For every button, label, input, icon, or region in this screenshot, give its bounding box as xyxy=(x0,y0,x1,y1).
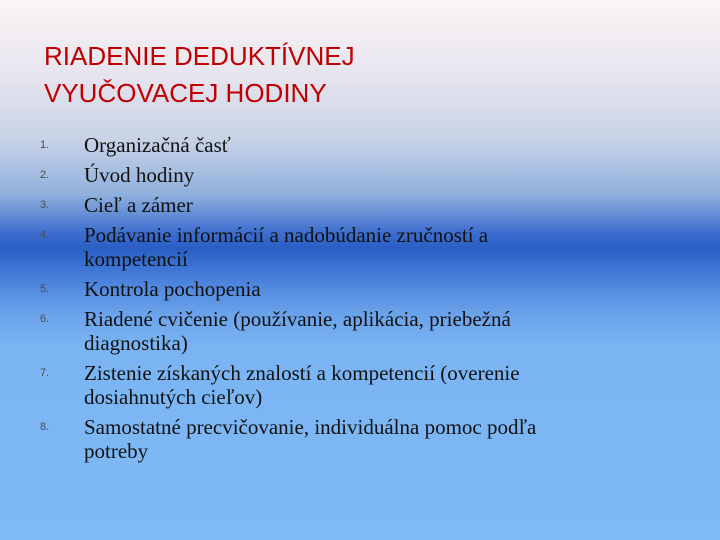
title-line-1: RIADENIE DEDUKTÍVNEJ xyxy=(44,41,355,71)
item-number: 2. xyxy=(40,169,50,181)
item-text xyxy=(84,304,620,358)
item-text-line: Cieľ a zámer xyxy=(84,193,193,217)
item-text xyxy=(84,220,620,274)
item-number: 5. xyxy=(40,283,50,295)
item-text-line: potreby xyxy=(84,439,149,463)
item-number: 7. xyxy=(40,367,50,379)
agenda-item-6 xyxy=(40,304,620,358)
slide-title xyxy=(44,38,644,112)
item-text xyxy=(84,412,620,466)
agenda-item-1 xyxy=(40,130,620,160)
item-text xyxy=(84,130,620,160)
item-text-line: diagnostika) xyxy=(84,331,188,355)
agenda-list xyxy=(40,130,620,466)
item-text-line: kompetencií xyxy=(84,247,188,271)
item-text-line: Riadené cvičenie (používanie, aplikácia, priebežná xyxy=(84,307,511,331)
item-number: 8. xyxy=(40,421,50,433)
item-text xyxy=(84,358,620,412)
agenda-item-7 xyxy=(40,358,620,412)
agenda-item-5 xyxy=(40,274,620,304)
agenda-item-4 xyxy=(40,220,620,274)
item-text-line: dosiahnutých cieľov) xyxy=(84,385,263,409)
item-text-line: Podávanie informácií a nadobúdanie zručností a xyxy=(84,223,489,247)
item-number: 1. xyxy=(40,139,50,151)
item-text-line: Zistenie získaných znalostí a kompetencií (overenie xyxy=(84,361,520,385)
agenda-item-3 xyxy=(40,190,620,220)
item-text xyxy=(84,190,620,220)
item-text-line: Organizačná časť xyxy=(84,133,231,157)
item-number: 6. xyxy=(40,313,50,325)
agenda-item-8 xyxy=(40,412,620,466)
agenda-item-2 xyxy=(40,160,620,190)
item-text xyxy=(84,160,620,190)
item-text-line: Úvod hodiny xyxy=(84,163,195,187)
title-line-2: VYUČOVACEJ HODINY xyxy=(44,78,327,108)
item-text-line: Samostatné precvičovanie, individuálna pomoc podľa xyxy=(84,415,537,439)
item-number: 3. xyxy=(40,199,50,211)
item-text xyxy=(84,274,620,304)
item-number: 4. xyxy=(40,229,50,241)
item-text-line: Kontrola pochopenia xyxy=(84,277,261,301)
